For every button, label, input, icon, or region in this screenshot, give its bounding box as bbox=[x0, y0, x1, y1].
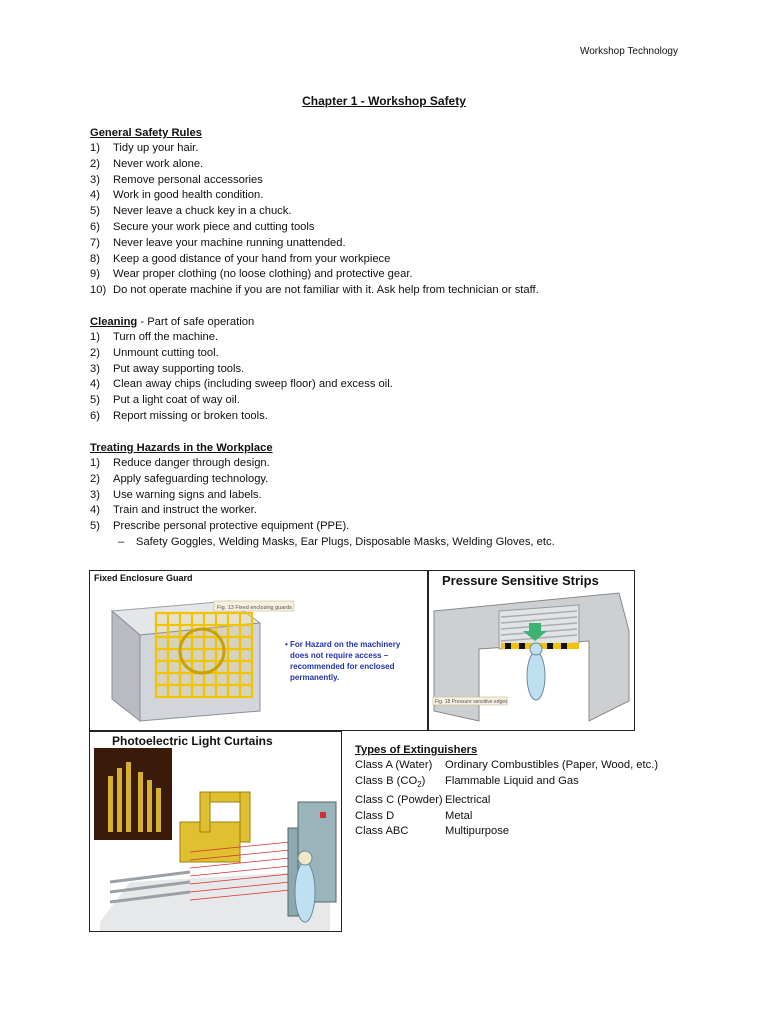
list-item: 4) Work in good health condition. bbox=[90, 189, 264, 202]
list-item: 4) Train and instruct the worker. bbox=[90, 504, 257, 517]
list-item: 1) Tidy up your hair. bbox=[90, 142, 199, 154]
list-item: 4) Clean away chips (including sweep floor) and excess oil. bbox=[90, 378, 393, 391]
table-row: Class D Metal bbox=[355, 809, 473, 822]
fixed-enclosure-guard-figure bbox=[89, 570, 428, 731]
extinguishers-table bbox=[355, 758, 658, 840]
list-item: 3) Remove personal accessories bbox=[90, 173, 263, 186]
list-item: 2) Unmount cutting tool. bbox=[90, 346, 219, 359]
fixed-guard-illustration bbox=[90, 571, 427, 730]
list-item: 2) Never work alone. bbox=[90, 157, 204, 170]
pressure-strips-illustration bbox=[429, 571, 634, 730]
hazards-section bbox=[90, 440, 690, 551]
cleaning-list bbox=[90, 330, 690, 425]
list-item: 8) Keep a good distance of your hand from your workpiece bbox=[90, 252, 391, 265]
list-item: 1) Reduce danger through design. bbox=[90, 457, 270, 469]
guard-note-line: • For Hazard on the machinery bbox=[285, 640, 401, 649]
cleaning-heading-suffix: - Part of safe operation bbox=[137, 316, 255, 328]
fixed-guard-title: Fixed Enclosure Guard bbox=[94, 573, 193, 583]
table-row: Class C (Powder) Electrical bbox=[355, 793, 491, 806]
list-item: 5) Prescribe personal protective equipment (PPE). bbox=[90, 520, 350, 533]
guard-note-line: does not require access – bbox=[290, 651, 389, 660]
hazards-heading: Treating Hazards in the Workplace bbox=[90, 442, 273, 454]
guard-note-line: recommended for enclosed bbox=[290, 662, 395, 671]
extinguishers-section bbox=[355, 742, 658, 840]
ppe-sub-item: – Safety Goggles, Welding Masks, Ear Plugs, Disposable Masks, Welding Gloves, etc. bbox=[118, 535, 555, 548]
list-item: 3) Put away supporting tools. bbox=[90, 362, 245, 375]
pressure-strips-title: Pressure Sensitive Strips bbox=[442, 573, 599, 588]
list-item: 3) Use warning signs and labels. bbox=[90, 488, 262, 501]
list-item: 2) Apply safeguarding technology. bbox=[90, 472, 269, 485]
general-rules-list bbox=[90, 141, 690, 299]
table-row: Class A (Water) Ordinary Combustibles (Paper, Wood, etc.) bbox=[355, 759, 659, 771]
list-item: 5) Put a light coat of way oil. bbox=[90, 394, 240, 407]
fig13-label: Fig. 13 Fixed enclosing guards bbox=[217, 605, 292, 611]
list-item: 7) Never leave your machine running unattended. bbox=[90, 236, 346, 249]
table-row: Class ABC Multipurpose bbox=[355, 825, 510, 838]
list-item: 6) Secure your work piece and cutting tools bbox=[90, 220, 315, 233]
chapter-title: Chapter 1 - Workshop Safety bbox=[302, 94, 466, 108]
general-rules-heading: General Safety Rules bbox=[90, 127, 202, 139]
running-header: Workshop Technology bbox=[579, 46, 678, 57]
cleaning-section bbox=[90, 314, 690, 425]
fig18-label: Fig. 18 Pressure sensitive edges bbox=[435, 699, 508, 705]
hazards-list bbox=[90, 456, 690, 535]
cleaning-heading: Cleaning bbox=[90, 316, 138, 328]
light-curtains-illustration bbox=[90, 732, 341, 931]
extinguishers-heading: Types of Extinguishers bbox=[355, 744, 478, 756]
pressure-strips-figure bbox=[428, 570, 635, 731]
guard-note-line: permanently. bbox=[290, 673, 340, 682]
list-item: 6) Report missing or broken tools. bbox=[90, 409, 268, 422]
table-row: Class B $(CO_2)$ Flammable Liquid and Gas bbox=[355, 774, 579, 790]
list-item: 5) Never leave a chuck key in a chuck. bbox=[90, 205, 292, 218]
list-item: 10) Do not operate machine if you are not familiar with it. Ask help from technician or staff. bbox=[90, 284, 539, 297]
light-curtains-figure bbox=[89, 731, 342, 932]
general-rules-section bbox=[90, 125, 690, 299]
light-curtains-title: Photoelectric Light Curtains bbox=[112, 734, 273, 748]
list-item: 9) Wear proper clothing (no loose clothing) and protective gear. bbox=[90, 268, 413, 281]
list-item: 1) Turn off the machine. bbox=[90, 331, 219, 343]
